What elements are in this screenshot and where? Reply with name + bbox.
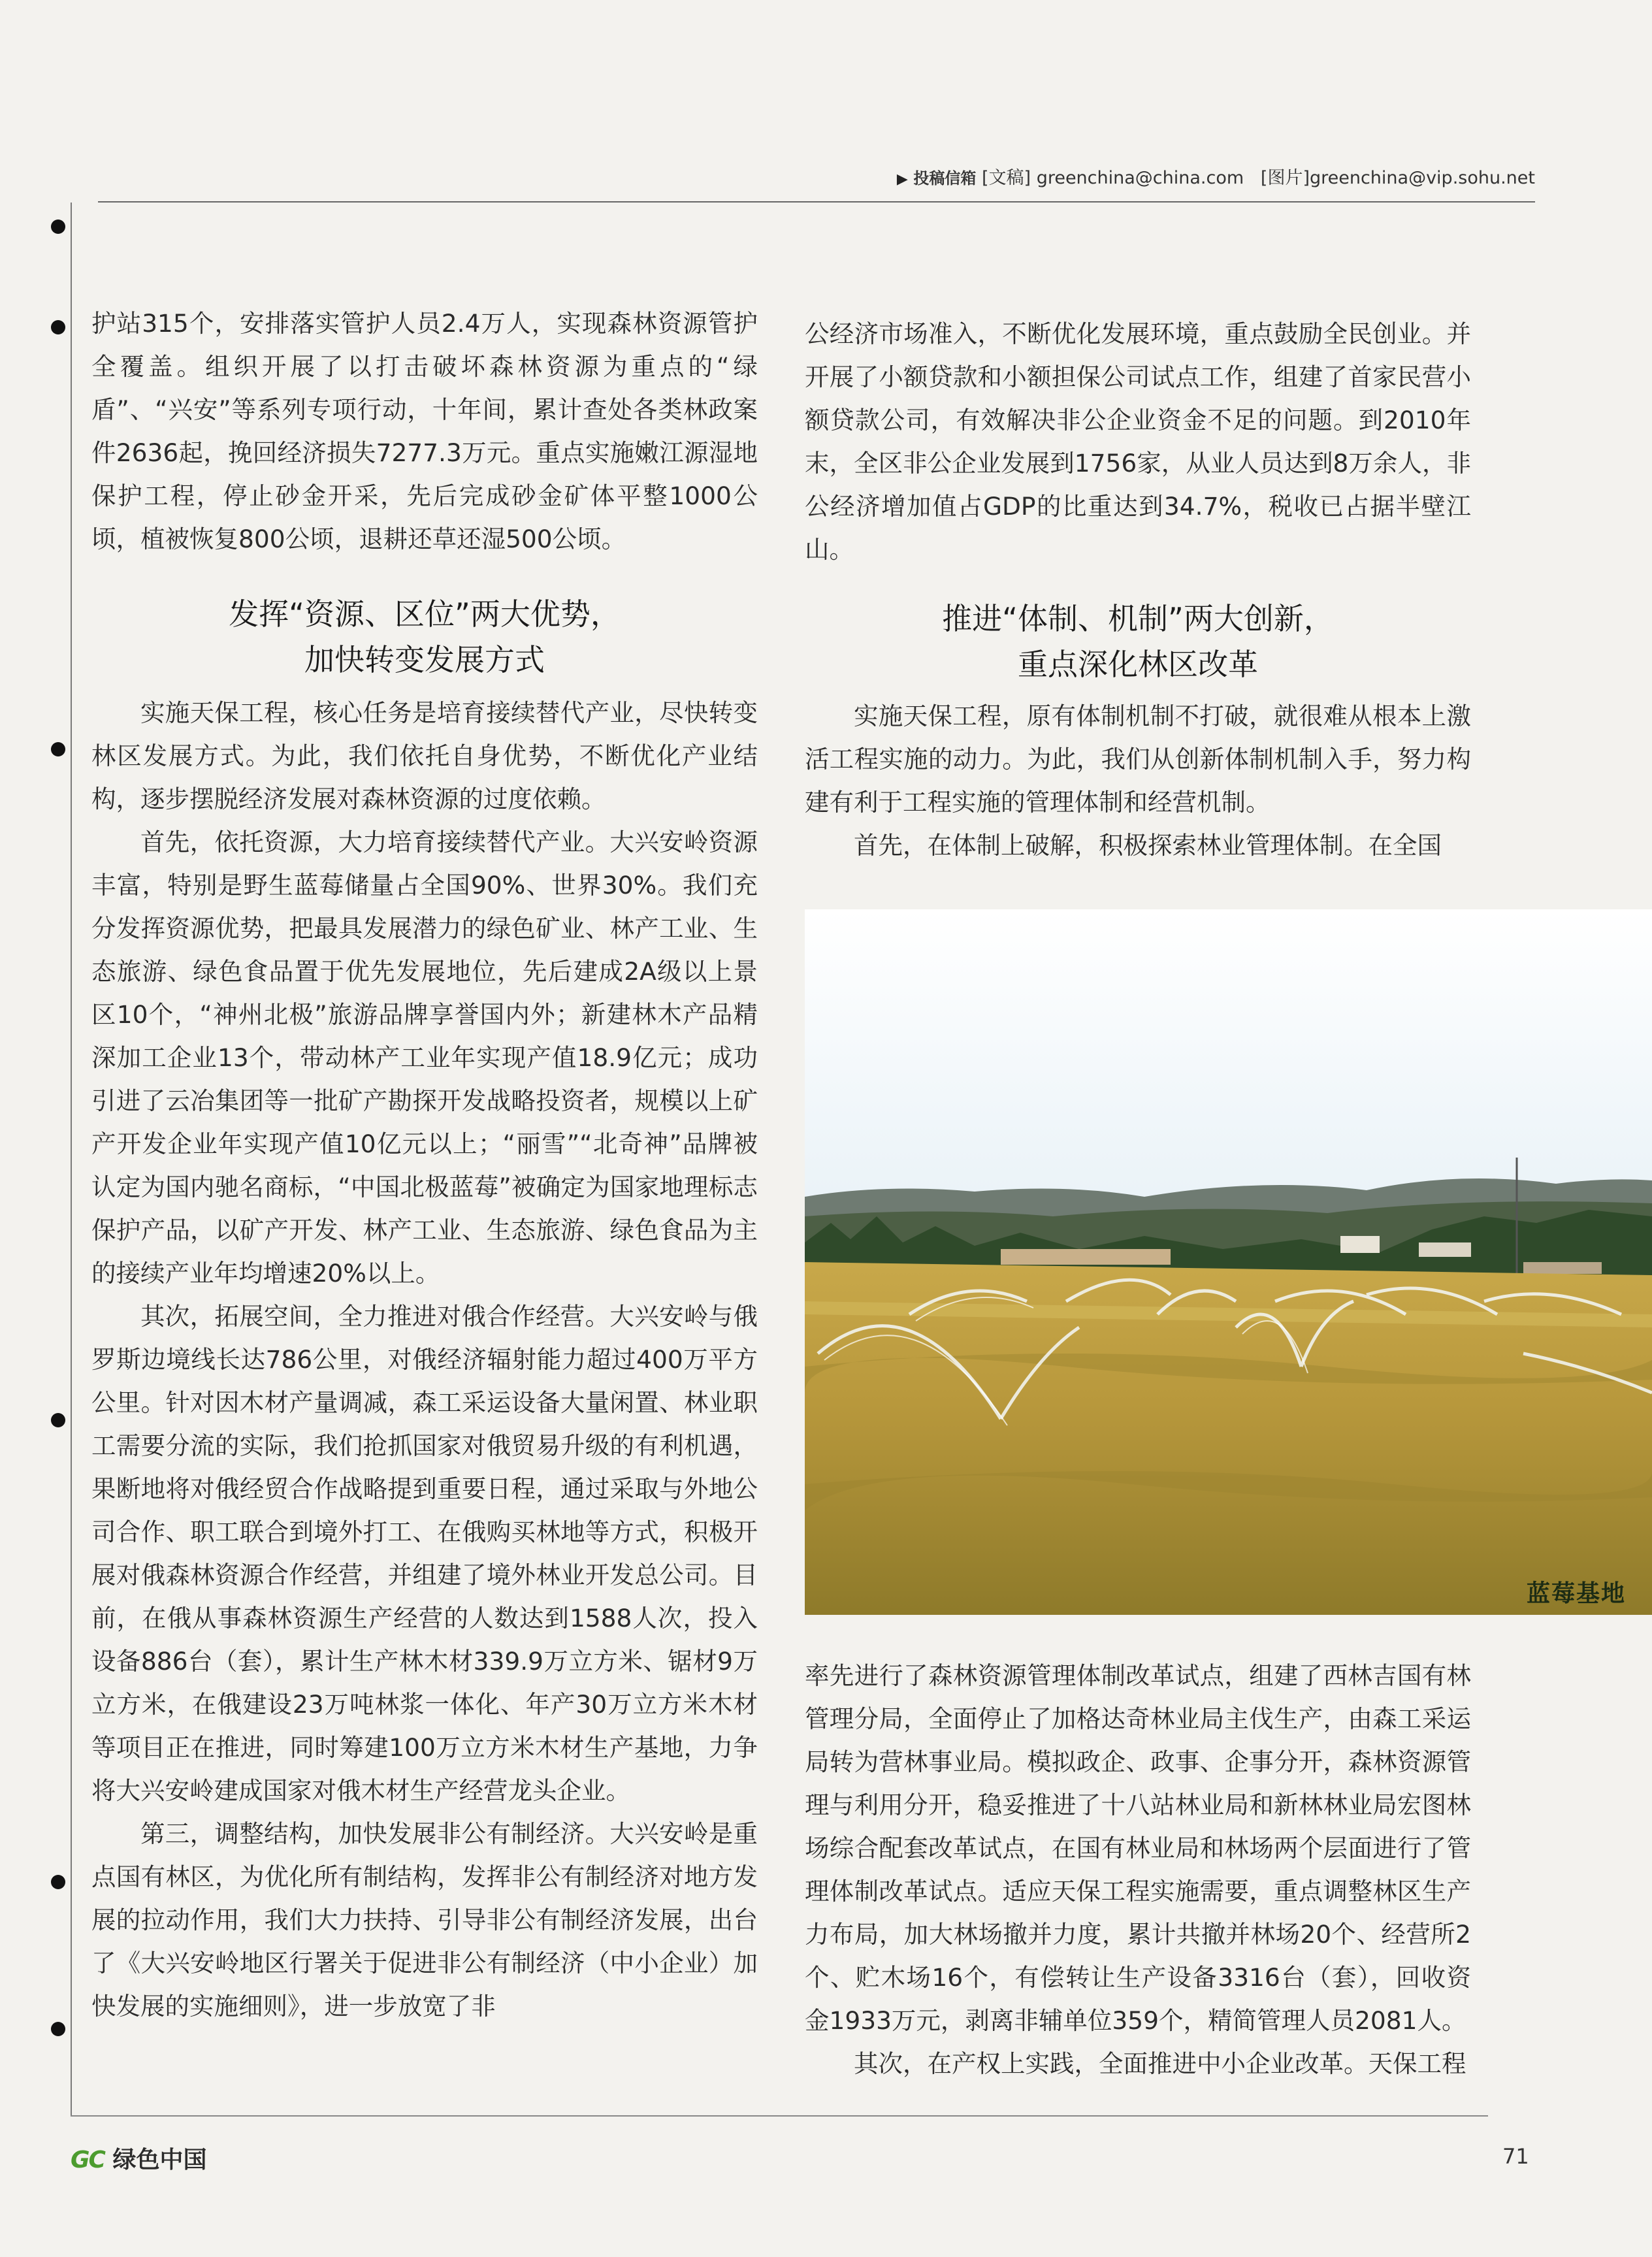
paragraph: 公经济市场准入，不断优化发展环境，重点鼓励全民创业。并开展了小额贷款和小额担保公司试点工作，组建了首家民营小额贷款公司，有效解决非公企业资金不足的问题。到2010年末，全区非公企业发展到1756家，从业人员达到8万余人，非公经济增加值占GDP的比重达到34.7%，税收已占据半壁江山。 <box>805 319 1471 564</box>
paragraph: 其次，拓展空间，全力推进对俄合作经营。大兴安岭与俄罗斯边境线长达786公里，对俄经济辐射能力超过400万平方公里。针对因木材产量调减，森工采运设备大量闲置、林业职工需要分流的实际，我们抢抓国家对俄贸易升级的有利机遇，果断地将对俄经贸合作战略提到重要日程，通过采取与外地公司合作、职工联合到境外打工、在俄购买林地等方式，积极开展对俄森林资源合作经营，并组建了境外林业开发总公司。目前，在俄从事森林资源生产经营的人数达到1588人次，投入设备886台（套），累计生产林木材339.9万立方米、锯材9万立方米，在俄建设23万吨林浆一体化、年产30万立方米木材等项目正在推进，同时筹建100万立方米木材生产基地，力争将大兴安岭建成国家对俄木材生产经营龙头企业。 <box>91 1302 758 1805</box>
binding-hole <box>51 1875 65 1889</box>
logo-text: 绿色中国 <box>112 2147 207 2173</box>
blueberry-field-photo <box>805 909 1652 1615</box>
paragraph: 首先，在体制上破解，积极探索林业管理体制。在全国 <box>854 831 1442 860</box>
paragraph: 实施天保工程，核心任务是培育接续替代产业，尽快转变林区发展方式。为此，我们依托自身优势，不断优化产业结构，逐步摆脱经济发展对森林资源的过度依赖。 <box>91 698 758 813</box>
heading-line: 加快转变发展方式 <box>304 642 545 677</box>
binding-hole <box>51 742 65 756</box>
field-illustration <box>805 909 1652 1615</box>
submission-header <box>875 163 1535 189</box>
binding-hole <box>51 219 65 234</box>
magazine-logo <box>71 2141 207 2175</box>
paragraph: 第三，调整结构，加快发展非公有制经济。大兴安岭是重点国有林区，为优化所有制结构，发挥非公有制经济对地方发展的拉动作用，我们大力扶持、引导非公有制经济发展，出台了《大兴安岭地区行署关于促进非公有制经济（中小企业）加快发展的实施细则》，进一步放宽了非 <box>91 1819 758 2021</box>
footer-divider <box>71 2115 1488 2117</box>
submission-label: 投稿信箱 <box>913 169 977 187</box>
heading-line: 推进“体制、机制”两大创新， <box>942 601 1334 636</box>
right-column-intro <box>805 312 1471 571</box>
left-column-intro <box>91 302 758 560</box>
right-column-continued <box>805 1654 1471 2085</box>
paragraph: 首先，依托资源，大力培育接续替代产业。大兴安岭资源丰富，特别是野生蓝莓储量占全国90%、世界30%。我们充分发挥资源优势，把最具发展潜力的绿色矿业、林产工业、生态旅游、绿色食品置于优先发展地位，先后建成2A级以上景区10个，“神州北极”旅游品牌享誉国内外；新建林木产品精深加工企业13个，带动林产工业年实现产值18.9亿元；成功引进了云冶集团等一批矿产勘探开发战略投资者，规模以上矿产开发企业年实现产值10亿元以上；“丽雪”“北奇神”品牌被认定为国内驰名商标，“中国北极蓝莓”被确定为国家地理标志保护产品，以矿产开发、林产工业、生态旅游、绿色食品为主的接续产业年均增速20%以上。 <box>91 828 758 1288</box>
header-divider <box>98 201 1535 203</box>
arrow-icon: ▶ <box>896 171 908 187</box>
image-tag: [图片] <box>1260 168 1310 188</box>
left-column-body <box>91 691 758 2028</box>
paragraph: 其次，在产权上实践，全面推进中小企业改革。天保工程 <box>854 2049 1466 2078</box>
right-column-body <box>805 694 1471 867</box>
binding-hole <box>51 1413 65 1427</box>
text-tag: [文稿] <box>982 168 1031 188</box>
section-heading-right <box>805 596 1471 687</box>
paragraph: 率先进行了森林资源管理体制改革试点，组建了西林吉国有林管理分局，全面停止了加格达奇林业局主伐生产，由森工采运局转为营林事业局。模拟政企、政事、企事分开，森林资源管理与利用分开，稳妥推进了十八站林业局和新林林业局宏图林场综合配套改革试点，在国有林业局和林场两个层面进行了管理体制改革试点。适应天保工程实施需要，重点调整林区生产力布局，加大林场撤并力度，累计共撤并林场20个、经营所2个、贮木场16个，有偿转让生产设备3316台（套），回收资金1933万元，剥离非辅单位359个，精简管理人员2081人。 <box>805 1661 1471 2035</box>
section-heading-left <box>91 591 758 683</box>
paragraph: 实施天保工程，原有体制机制不打破，就很难从根本上激活工程实施的动力。为此，我们从创新体制机制入手，努力构建有利于工程实施的管理体制和经营机制。 <box>805 702 1471 817</box>
heading-line: 发挥“资源、区位”两大优势， <box>229 596 621 632</box>
binding-hole <box>51 320 65 334</box>
text-email-link[interactable]: greenchina@china.com <box>1036 168 1244 188</box>
image-email-link[interactable]: greenchina@vip.sohu.net <box>1309 168 1535 188</box>
binding-hole <box>51 2022 65 2036</box>
photo-caption: 蓝莓基地 <box>1526 1580 1626 1607</box>
binding-line <box>71 203 72 2117</box>
paragraph: 护站315个，安排落实管护人员2.4万人，实现森林资源管护全覆盖。组织开展了以打击破坏森林资源为重点的“绿盾”、“兴安”等系列专项行动，十年间，累计查处各类林政案件2636起，挽回经济损失7277.3万元。重点实施嫩江源湿地保护工程，停止砂金开采，先后完成砂金矿体平整1000公顷，植被恢复800公顷，退耕还草还湿500公顷。 <box>91 309 758 553</box>
heading-line: 重点深化林区改革 <box>1018 647 1258 682</box>
logo-mark-icon: GC <box>71 2147 105 2173</box>
page-number: 71 <box>1502 2144 1529 2169</box>
